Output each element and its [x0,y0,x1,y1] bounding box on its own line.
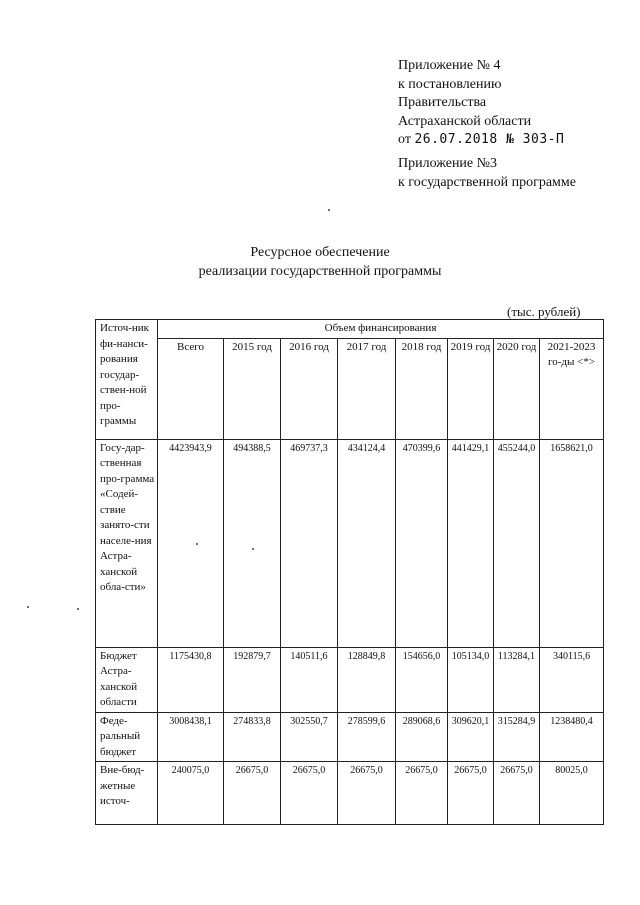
date-stamp: 26.07.2018 № 303-П [414,132,565,147]
column-header: 2021-2023 го-ды <*> [540,338,604,439]
attachment2-ref: к государственной программе [398,174,576,190]
column-header: 2016 год [281,338,338,439]
cell-value: 4423943,9 [158,439,224,647]
row-source: Госу-дар-ственная про-грамма «Содей-ствие занято-сти населе-ния Астра-ханской обла-сти» [96,439,158,647]
cell-value: 494388,5 [224,439,281,647]
cell-value: 455244,0 [494,439,540,647]
units-label: (тыс. рублей) [507,304,581,319]
attachment-date-line [398,131,564,150]
cell-value: 154656,0 [396,647,448,712]
cell-value: 26675,0 [448,762,494,825]
cell-value: 309620,1 [448,712,494,762]
column-header: 2019 год [448,338,494,439]
attachment-region: Астраханской области [398,113,532,129]
cell-value: 80025,0 [540,762,604,825]
cell-value: 434124,4 [338,439,396,647]
title-line-2: реализации государственной программы [198,264,442,279]
attachment2-block [398,155,576,192]
date-prefix: от [398,132,411,147]
cell-value: 140511,6 [281,647,338,712]
cell-value: 274833,8 [224,712,281,762]
table-row [96,439,604,647]
row-source: Феде-ральный бюджет [96,712,158,762]
column-header: 2018 год [396,338,448,439]
cell-value: 1658621,0 [540,439,604,647]
scan-speck [77,608,79,610]
document-title [0,243,640,281]
row-source: Бюджет Астра-ханской области [96,647,158,712]
column-header: 2017 год [338,338,396,439]
header-row-2 [96,338,604,439]
cell-value: 192879,7 [224,647,281,712]
attachment-government: Правительства [398,95,487,110]
cell-value: 113284,1 [494,647,540,712]
column-header: 2015 год [224,338,281,439]
scan-speck [196,543,198,545]
cell-value: 128849,8 [338,647,396,712]
attachment-number: Приложение № 4 [398,58,501,73]
table-row [96,647,604,712]
cell-value: 470399,6 [396,439,448,647]
cell-value: 1238480,4 [540,712,604,762]
title-line-1: Ресурсное обеспечение [250,245,390,260]
cell-value: 26675,0 [396,762,448,825]
attachment-ref: к постановлению [398,76,502,92]
group-header: Объем финансирования [158,320,604,339]
cell-value: 26675,0 [281,762,338,825]
cell-value: 340115,6 [540,647,604,712]
source-header: Источ-ник фи-нанси-рования государ-ствен-ной про-граммы [96,320,158,440]
scan-speck [252,548,254,550]
cell-value: 1175430,8 [158,647,224,712]
column-header: 2020 год [494,338,540,439]
scan-speck [328,209,330,211]
attachment2-number: Приложение №3 [398,156,497,171]
cell-value: 105134,0 [448,647,494,712]
header-row-1 [96,320,604,339]
cell-value: 26675,0 [338,762,396,825]
scan-speck [27,606,29,608]
cell-value: 240075,0 [158,762,224,825]
cell-value: 26675,0 [494,762,540,825]
cell-value: 469737,3 [281,439,338,647]
attachment-block [398,57,564,150]
cell-value: 3008438,1 [158,712,224,762]
cell-value: 278599,6 [338,712,396,762]
cell-value: 441429,1 [448,439,494,647]
table-row [96,762,604,825]
cell-value: 302550,7 [281,712,338,762]
cell-value: 315284,9 [494,712,540,762]
row-source: Вне-бюд-жетные источ- [96,762,158,825]
cell-value: 289068,6 [396,712,448,762]
funding-table [95,319,604,825]
column-header: Всего [158,338,224,439]
cell-value: 26675,0 [224,762,281,825]
table-row [96,712,604,762]
